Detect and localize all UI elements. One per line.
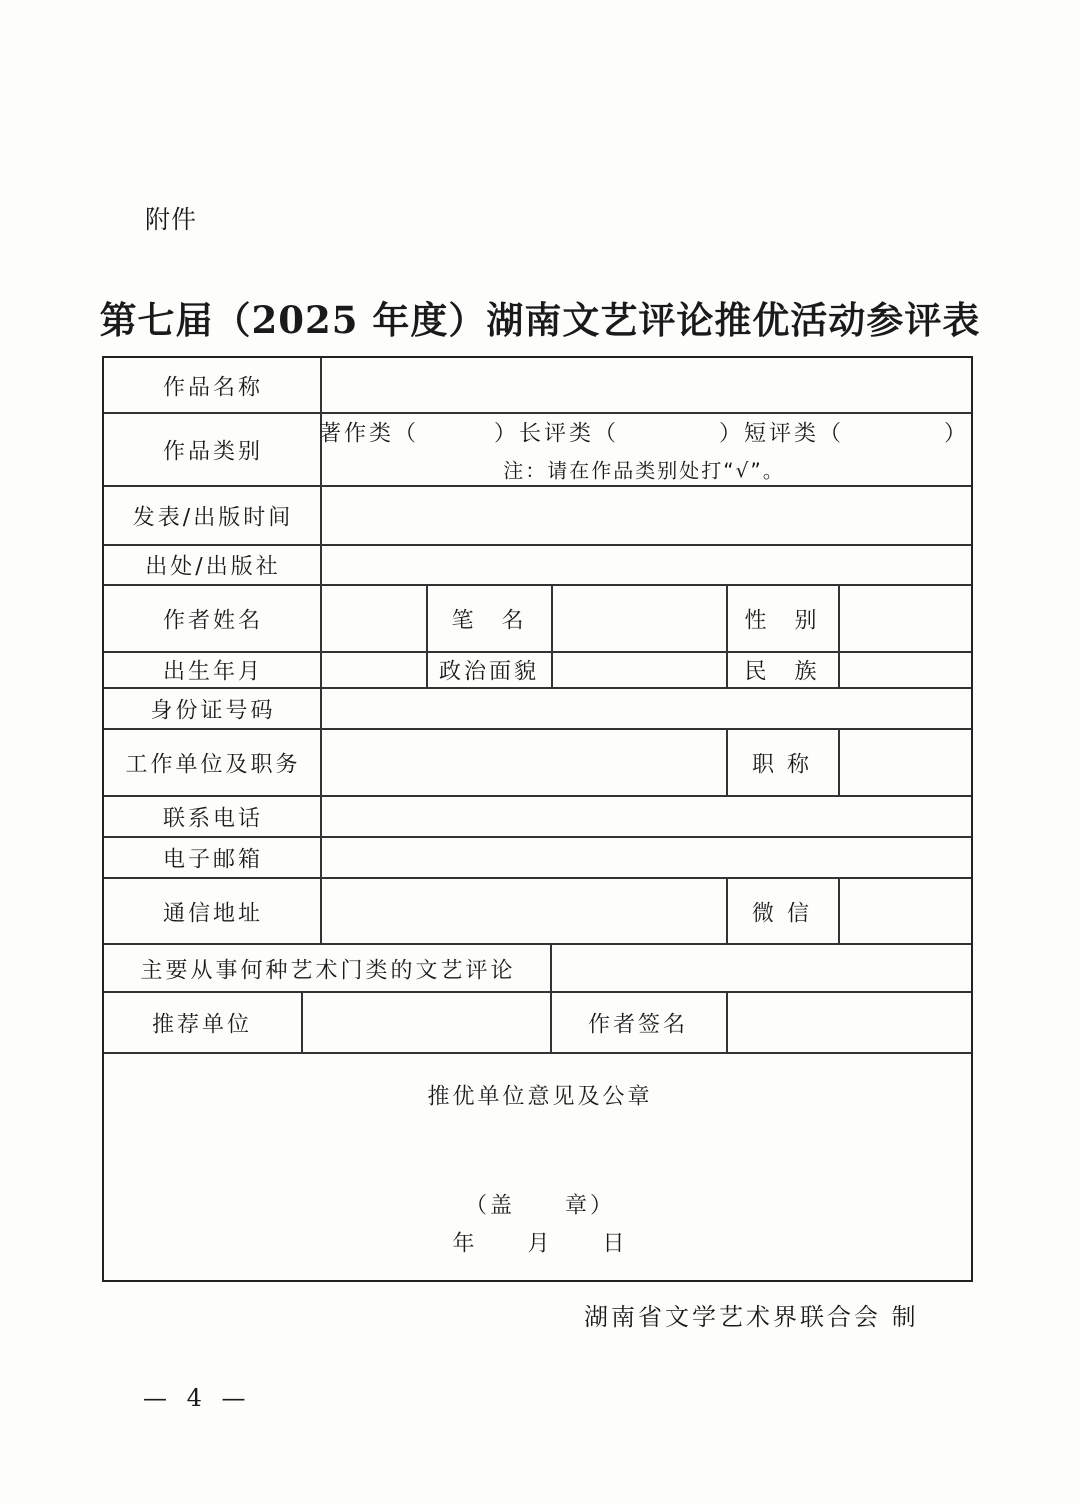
phone-field[interactable] (322, 796, 973, 836)
email-field[interactable] (322, 837, 973, 877)
issuer-footer: 湖南省文学艺术界联合会 制 (584, 1303, 919, 1331)
attachment-label: 附件 (145, 205, 198, 234)
employer-position-label: 工作单位及职务 (125, 752, 301, 778)
address-label: 通信地址 (162, 901, 264, 927)
art-field-label: 主要从事何种艺术门类的文艺评论 (140, 958, 516, 984)
address-field[interactable] (322, 878, 726, 943)
birth-label: 出生年月 (162, 659, 264, 685)
pen-name-field[interactable] (553, 585, 726, 651)
category-options: 著作类（ ）长评类（ ）短评类（ ） (318, 421, 970, 447)
author-signature-label: 作者签名 (587, 1012, 689, 1038)
work-category-label: 作品类别 (162, 439, 264, 465)
id-number-field[interactable] (322, 688, 973, 728)
wechat-label: 微 信 (752, 901, 812, 927)
author-name-label: 作者姓名 (162, 608, 264, 634)
recommender-label: 推荐单位 (151, 1012, 253, 1038)
source-publisher-field[interactable] (322, 545, 973, 584)
ethnicity-label: 民 族 (744, 659, 820, 685)
form-title: 第七届（2025 年度）湖南文艺评论推优活动参评表 (99, 298, 981, 342)
category-note: 注：请在作品类别处打“√”。 (503, 458, 785, 483)
id-number-label: 身份证号码 (150, 698, 276, 724)
author-name-field[interactable] (322, 585, 426, 651)
political-status-label: 政治面貌 (438, 659, 540, 685)
pen-name-label: 笔 名 (451, 608, 527, 634)
author-signature-field[interactable] (728, 992, 973, 1052)
work-name-field[interactable] (322, 358, 973, 412)
employer-position-field[interactable] (322, 729, 726, 795)
publish-time-field[interactable] (322, 486, 973, 544)
phone-label: 联系电话 (162, 806, 264, 832)
work-name-label: 作品名称 (162, 375, 264, 401)
gender-field[interactable] (840, 585, 973, 651)
page-number: — 4 — (143, 1384, 252, 1412)
publish-time-label: 发表/出版时间 (132, 505, 294, 531)
email-label: 电子邮箱 (162, 847, 264, 873)
title-rank-label: 职 称 (752, 752, 812, 778)
gender-label: 性 别 (744, 608, 820, 634)
seal-label: （盖 章） (464, 1193, 616, 1219)
source-publisher-label: 出处/出版社 (145, 554, 281, 580)
application-form-table (102, 356, 973, 1282)
art-field-field[interactable] (552, 944, 973, 991)
opinion-seal-label: 推优单位意见及公章 (427, 1084, 653, 1110)
recommender-field[interactable] (303, 992, 550, 1052)
date-label: 年 月 日 (452, 1231, 628, 1257)
